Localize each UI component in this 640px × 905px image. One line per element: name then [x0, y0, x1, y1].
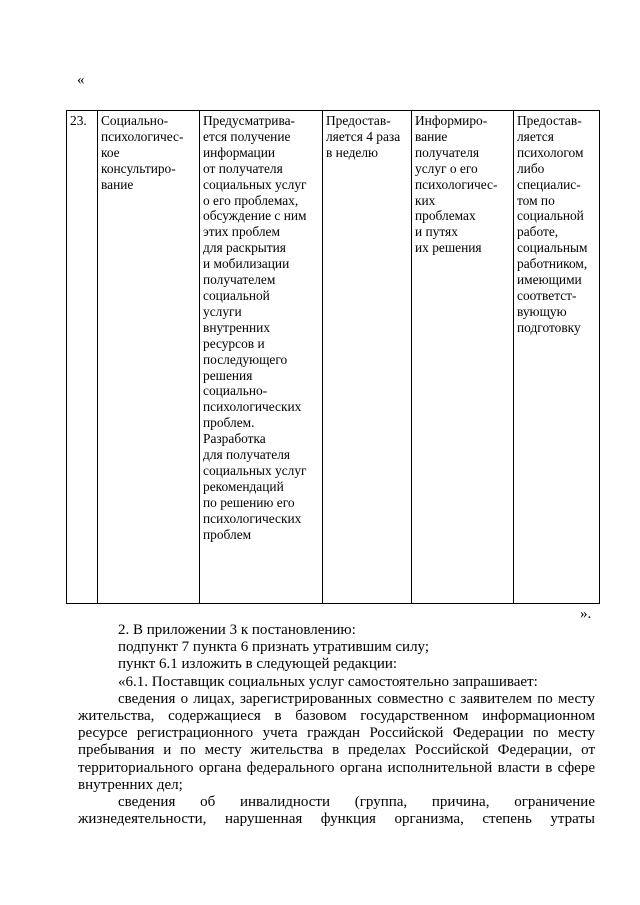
result-cell: Информиро- вание получателя услуг о его психологичес- ких проблемах и путях их решения: [412, 111, 514, 604]
opening-quote: «: [77, 72, 85, 88]
paragraph-residence-info: сведения о лицах, зарегистрированных совместно с заявителем по месту жительства, содержащиеся в базовом государственном информационном ресурсе регистрационного учета граждан Российской Федерации по месту пребывания и по месту жительства в пределах Российской Федерации, от территориального органа федерального органа исполнительной власти в сфере внутренних дел;: [78, 690, 595, 793]
frequency-cell: Предостав- ляется 4 раза в неделю: [323, 111, 412, 604]
paragraph-clause-6-1: «6.1. Поставщик социальных услуг самостоятельно запрашивает:: [118, 673, 538, 690]
row-number-cell: 23.: [67, 111, 98, 604]
closing-quote: ».: [580, 606, 592, 622]
table-row: [67, 111, 600, 604]
service-description-cell: Предусматрива- ется получение информации от получателя социальных услуг о его проблемах, обсуждение с ним этих проблем для раскрытия и мобилизации получателем социальной услуги внутренних ресурсов и последующего решения социально- психологических проблем. Разработка для получателя социальных услуг рекомендаций по решению его психологических проблем: [200, 111, 323, 604]
document-body: [78, 622, 595, 828]
provider-cell: Предостав- ляется психологом либо специалис- том по социальной работе, социальным работником, имеющими соответст- вующую подготовку: [514, 111, 600, 604]
paragraph-subclause: подпункт 7 пункта 6 признать утратившим силу;: [118, 639, 430, 656]
paragraph-clause: пункт 6.1 изложить в следующей редакции:: [118, 656, 398, 673]
paragraph-disability-info: сведения об инвалидности (группа, причина, ограничение жизнедеятельности, нарушенная функция организма, степень утраты: [78, 794, 595, 828]
services-table: [66, 110, 600, 604]
service-name-cell: Социально- психологичес- кое консультиро- вание: [98, 111, 200, 604]
paragraph-amendment: 2. В приложении 3 к постановлению:: [118, 622, 356, 638]
